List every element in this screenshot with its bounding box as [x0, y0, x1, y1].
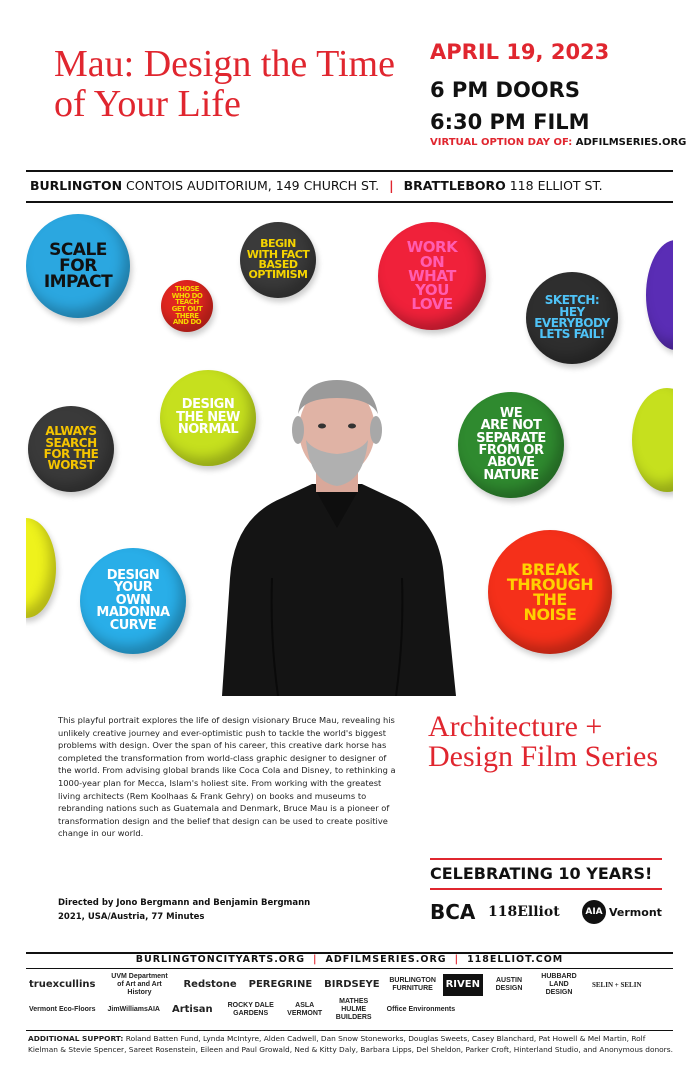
- button-text: SKETCH: HEY EVERYBODY LETS FAIL!: [534, 293, 610, 342]
- button-badge: [240, 222, 316, 298]
- sponsor-logos: [26, 974, 673, 1021]
- url-bottom-divider: [26, 968, 673, 969]
- sponsor-logo: AUSTIN DESIGN: [495, 977, 523, 992]
- url-bca[interactable]: BURLINGTONCITYARTS.ORG: [135, 954, 305, 965]
- url-adfilm[interactable]: ADFILMSERIES.ORG: [325, 954, 447, 965]
- film-info: 2021, USA/Austria, 77 Minutes: [58, 912, 205, 922]
- button-badge: [488, 530, 612, 654]
- button-text: SCALE FOR IMPACT: [43, 239, 113, 293]
- directors: Directed by Jono Bergmann and Benjamin Bergmann: [58, 898, 311, 908]
- virtual-url[interactable]: ADFILMSERIES.ORG: [575, 137, 687, 148]
- url-118elliot[interactable]: 118ELLIOT.COM: [467, 954, 564, 965]
- aia-badge: AIA: [582, 900, 606, 924]
- venue-divider: [26, 201, 673, 203]
- sponsor-logo: BURLINGTON FURNITURE: [389, 977, 436, 992]
- sponsor-logo: Vermont Eco-Floors: [29, 1006, 96, 1013]
- additional-support-label: ADDITIONAL SUPPORT:: [28, 1034, 124, 1043]
- support-divider: [26, 1030, 673, 1031]
- button-badge-edge: [646, 240, 673, 350]
- sponsor-logo: BIRDSEYE: [324, 979, 380, 990]
- button-badge-edge: [26, 518, 56, 618]
- elliot-logo: 118Elliot: [488, 904, 560, 920]
- button-badge: [526, 272, 618, 364]
- film-description: This playful portrait explores the life of design visionary Bruce Mau, revealing his unlikely creative journey and ever-optimistic push to tackle the world's biggest problems with design. Over the span of his career, this creative dark horse has completed the transformation from world-class graphic designer to designer of the world. From advising global brands like Coca Cola and Disney, to rethinking a 1000-year plan for Mecca, Islam's holiest site. From working with the greatest living architects (Rem Koolhaas & Frank Gehry) on books and museums to rebranding nations such as Guatemala and Denmark, Bruce Mau is a pioneer of transformation design and the belief that design can be used to create positive change in our world.: [58, 715, 396, 839]
- aia-vermont-logo: [582, 900, 662, 924]
- additional-support-text: Roland Batten Fund, Lynda McIntyre, Alden Cadwell, Dan Snow Stoneworks, Douglas Sweets, Casey Blanchard, Pat Howell & Mel Martin, Rolf Kielman & Stevie Spencer, Sareet Rosenstein, Eileen and Paul Growald, Ned & Kitty Daly, Barbara Lipps, Del Sheldon, Parker Croft, Hinterland Studio, and Anonymous donors.: [28, 1034, 673, 1054]
- sponsor-logo: PEREGRINE: [248, 979, 313, 990]
- button-text: DESIGN THE NEW NORMAL: [176, 397, 240, 438]
- sponsor-logo: ASLA VERMONT: [287, 1002, 323, 1017]
- venue-city-2: BRATTLEBORO: [403, 178, 506, 193]
- venue-line: [30, 178, 680, 193]
- sponsor-logo: MATHES HULME BUILDERS: [335, 998, 372, 1021]
- sponsor-logo: UVM Department of Art and Art History: [111, 973, 168, 996]
- bca-logo: BCA: [430, 900, 476, 924]
- button-text: WE ARE NOT SEPARATE FROM OR ABOVE NATURE: [476, 405, 546, 483]
- top-divider: [26, 170, 673, 172]
- sponsor-logo: Office Environments: [386, 1006, 456, 1013]
- button-badge: [458, 392, 564, 498]
- button-text: THOSE WHO DO TEACH GET OUT THERE AND DO: [171, 285, 203, 327]
- event-date: APRIL 19, 2023: [430, 40, 610, 64]
- venue-place-2: 118 ELLIOT ST.: [509, 178, 603, 193]
- button-text: WORK ON WHAT YOU LOVE: [406, 238, 458, 314]
- film-title: Mau: Design the Time of Your Life: [54, 43, 395, 125]
- additional-support: [28, 1034, 673, 1055]
- button-badge: [378, 222, 486, 330]
- poster-photo: [26, 210, 673, 696]
- sponsor-logo: HUBBARD LAND DESIGN: [541, 973, 577, 996]
- aia-state: Vermont: [609, 905, 662, 919]
- virtual-label: VIRTUAL OPTION DAY OF:: [430, 137, 573, 148]
- sponsor-logo: RIVEN: [443, 974, 483, 996]
- button-text: ALWAYS SEARCH FOR THE WORST: [43, 424, 99, 473]
- button-text: BEGIN WITH FACT BASED OPTIMISM: [246, 237, 310, 282]
- celebrating-top-rule: [430, 858, 662, 860]
- button-badge: [161, 280, 213, 332]
- button-badge: [28, 406, 114, 492]
- venue-separator: |: [389, 178, 394, 193]
- celebrating-bottom-rule: [430, 888, 662, 890]
- film-credits: [58, 896, 400, 924]
- button-text: BREAK THROUGH THE NOISE: [506, 559, 594, 625]
- virtual-option: [430, 137, 686, 148]
- bruce-mau-portrait: [212, 378, 462, 696]
- url-separator: |: [313, 954, 318, 965]
- sponsor-logo: JimWilliamsAIA: [107, 1006, 160, 1013]
- button-badge: [80, 548, 186, 654]
- venue-place-1: CONTOIS AUDITORIUM, 149 CHURCH ST.: [126, 178, 380, 193]
- venue-city-1: BURLINGTON: [30, 178, 123, 193]
- button-badge: [26, 214, 130, 318]
- url-line: [0, 954, 699, 965]
- celebrating-banner: CELEBRATING 10 YEARS!: [430, 864, 653, 883]
- sponsor-logo: SELIN + SELIN: [591, 981, 642, 989]
- sponsor-logo: truexcullins: [29, 979, 96, 990]
- sponsor-logo: ROCKY DALE GARDENS: [227, 1002, 274, 1017]
- doors-time: 6 PM DOORS: [430, 78, 580, 102]
- button-badge-edge: [632, 388, 673, 492]
- url-separator: |: [454, 954, 460, 965]
- button-text: DESIGN YOUR OWN MADONNA CURVE: [96, 568, 170, 633]
- film-time: 6:30 PM FILM: [430, 110, 590, 134]
- sponsor-logo: Redstone: [183, 979, 237, 990]
- sponsor-logo: Artisan: [171, 1004, 213, 1015]
- series-title: Architecture + Design Film Series: [428, 710, 658, 773]
